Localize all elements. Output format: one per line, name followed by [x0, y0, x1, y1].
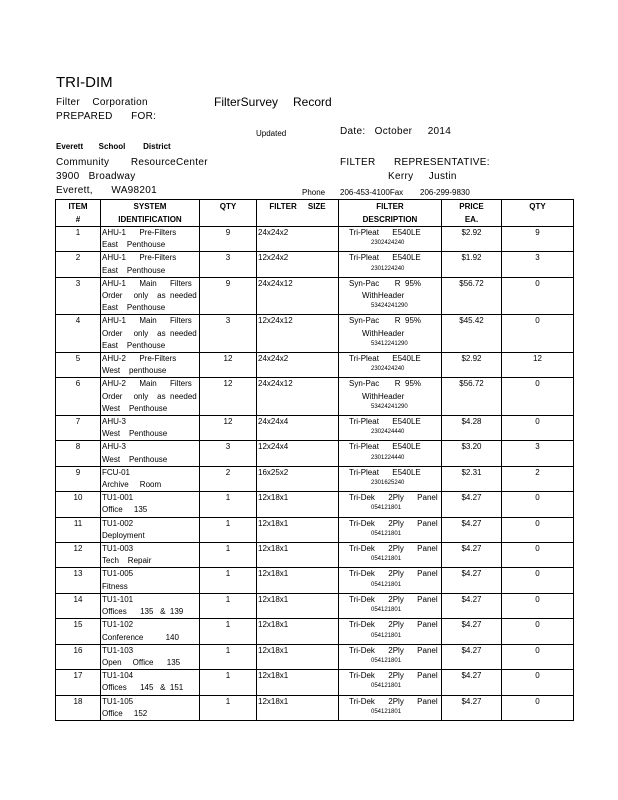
item-number: 8	[56, 441, 101, 466]
table-row	[56, 619, 574, 644]
quantity: 9	[200, 277, 257, 315]
fax-number: 206-299-9830	[420, 188, 470, 197]
order-quantity: 2	[502, 466, 574, 491]
system-identification	[101, 543, 200, 568]
col-header-item-sub: #	[56, 213, 101, 227]
quantity: 1	[200, 619, 257, 644]
part-number: 2302424240	[371, 240, 405, 247]
col-header-filter-desc: FILTER	[339, 200, 442, 214]
quantity: 2	[200, 466, 257, 491]
brand-logo-text: TRI-DIM	[56, 74, 113, 91]
filter-description	[339, 466, 442, 491]
filter-description	[339, 416, 442, 441]
table-row	[56, 416, 574, 441]
system-line: East Penthouse	[102, 303, 166, 313]
filter-size: 16x25x2	[257, 466, 339, 491]
filter-size: 24x24x12	[257, 378, 339, 416]
client-name: Everett School District	[56, 142, 171, 151]
filter-description	[339, 695, 442, 720]
item-number: 12	[56, 543, 101, 568]
filter-size: 12x18x1	[257, 619, 339, 644]
part-number: 054121801	[371, 581, 402, 588]
part-number: 054121801	[371, 632, 402, 639]
system-line: TU1-104	[102, 671, 134, 681]
item-number: 5	[56, 353, 101, 378]
filter-size: 12x18x1	[257, 543, 339, 568]
filter-type: Tri-Pleat E540LE	[349, 253, 421, 263]
part-number: 054121801	[371, 607, 402, 614]
order-quantity: 9	[502, 227, 574, 252]
item-number: 1	[56, 227, 101, 252]
system-line: AHU-3	[102, 417, 127, 427]
filter-description	[339, 568, 442, 593]
system-line: AHU-1 Pre-Filters	[102, 253, 177, 263]
item-number: 3	[56, 277, 101, 315]
part-number: 2301224240	[371, 265, 405, 272]
filter-type: Tri-Pleat E540LE	[349, 442, 421, 452]
order-quantity: 0	[502, 416, 574, 441]
part-number: 2302424240	[371, 366, 405, 373]
system-identification	[101, 466, 200, 491]
quantity: 3	[200, 441, 257, 466]
system-line: East Penthouse	[102, 265, 166, 275]
item-number: 10	[56, 492, 101, 517]
item-number: 9	[56, 466, 101, 491]
filter-size: 12x18x1	[257, 670, 339, 695]
order-quantity: 0	[502, 378, 574, 416]
part-number: 054121801	[371, 505, 402, 512]
quantity: 1	[200, 492, 257, 517]
system-line: TU1-102	[102, 620, 134, 630]
table-row	[56, 492, 574, 517]
filter-extra: WithHeader	[362, 391, 405, 401]
quantity: 3	[200, 315, 257, 353]
col-header-price: PRICE	[442, 200, 502, 214]
quantity: 9	[200, 227, 257, 252]
filter-type: Tri-Dek 2Ply Panel	[349, 620, 438, 630]
filter-type: Tri-Dek 2Ply Panel	[349, 493, 438, 503]
unit-price: $4.27	[442, 568, 502, 593]
order-quantity: 0	[502, 492, 574, 517]
filter-type: Tri-Dek 2Ply Panel	[349, 544, 438, 554]
item-number: 14	[56, 593, 101, 618]
filter-size: 12x24x2	[257, 252, 339, 277]
part-number: 53424241290	[371, 303, 408, 310]
filter-type: Tri-Pleat E540LE	[349, 467, 421, 477]
col-header-item: ITEM	[56, 200, 101, 214]
system-line: AHU-2 Pre-Filters	[102, 354, 177, 364]
system-identification	[101, 315, 200, 353]
filter-description	[339, 670, 442, 695]
part-number: 054121801	[371, 556, 402, 563]
table-row	[56, 315, 574, 353]
filter-size: 12x18x1	[257, 695, 339, 720]
system-identification	[101, 593, 200, 618]
filter-type: Tri-Dek 2Ply Panel	[349, 518, 438, 528]
table-row	[56, 277, 574, 315]
system-identification	[101, 227, 200, 252]
unit-price: $45.42	[442, 315, 502, 353]
quantity: 3	[200, 252, 257, 277]
filter-size: 24x24x12	[257, 277, 339, 315]
order-quantity: 0	[502, 644, 574, 669]
unit-price: $4.27	[442, 695, 502, 720]
filter-description	[339, 353, 442, 378]
order-quantity: 0	[502, 593, 574, 618]
filter-type: Tri-Pleat E540LE	[349, 417, 421, 427]
item-number: 6	[56, 378, 101, 416]
unit-price: $4.27	[442, 670, 502, 695]
unit-price: $2.92	[442, 353, 502, 378]
quantity: 1	[200, 644, 257, 669]
system-line: TU1-001	[102, 493, 134, 503]
system-line: West Penthouse	[102, 429, 168, 439]
col-header-filter-desc-sub: DESCRIPTION	[339, 213, 442, 227]
item-number: 11	[56, 517, 101, 542]
filter-description	[339, 517, 442, 542]
unit-price: $4.27	[442, 543, 502, 568]
system-line: FCU-01	[102, 467, 131, 477]
filter-size: 12x24x4	[257, 441, 339, 466]
system-line: Fitness	[102, 581, 128, 591]
order-quantity: 0	[502, 315, 574, 353]
item-number: 17	[56, 670, 101, 695]
client-address-line2: 3900 Broadway	[56, 171, 136, 182]
filter-size: 24x24x4	[257, 416, 339, 441]
filter-description	[339, 644, 442, 669]
system-identification	[101, 353, 200, 378]
filter-description	[339, 543, 442, 568]
col-header-system-sub: IDENTIFICATION	[101, 213, 200, 227]
system-line: East Penthouse	[102, 340, 166, 350]
filter-size: 24x24x2	[257, 227, 339, 252]
filter-type: Syn-Pac R 95%	[349, 316, 422, 326]
part-number: 054121801	[371, 683, 402, 690]
table-row	[56, 353, 574, 378]
item-number: 2	[56, 252, 101, 277]
part-number: 054121801	[371, 708, 402, 715]
order-quantity: 0	[502, 568, 574, 593]
order-quantity: 0	[502, 543, 574, 568]
phone-label: Phone	[302, 188, 326, 197]
system-identification	[101, 378, 200, 416]
system-line: AHU-1 Pre-Filters	[102, 228, 177, 237]
part-number: 054121801	[371, 657, 402, 664]
table-row	[56, 593, 574, 618]
client-address-line3: Everett, WA98201	[56, 185, 157, 196]
quantity: 1	[200, 670, 257, 695]
prepared-for-label: PREPARED FOR:	[56, 111, 157, 122]
unit-price: $4.27	[442, 644, 502, 669]
filter-size: 12x18x1	[257, 593, 339, 618]
table-row	[56, 441, 574, 466]
filter-size: 12x18x1	[257, 517, 339, 542]
phone-number: 206-453-4100Fax	[340, 188, 404, 197]
unit-price: $4.27	[442, 619, 502, 644]
order-quantity: 12	[502, 353, 574, 378]
filter-size: 12x18x1	[257, 492, 339, 517]
table-row	[56, 227, 574, 252]
col-header-filter-size: FILTER SIZE	[257, 200, 339, 214]
filter-table-body	[56, 227, 574, 721]
system-line: Open Office 135	[102, 657, 181, 667]
filter-size: 12x24x12	[257, 315, 339, 353]
system-line: TU1-101	[102, 594, 134, 604]
table-row	[56, 644, 574, 669]
system-identification	[101, 492, 200, 517]
system-identification	[101, 695, 200, 720]
quantity: 12	[200, 353, 257, 378]
system-line: East Penthouse	[102, 240, 166, 250]
survey-title: FilterSurvey	[214, 95, 279, 109]
system-line: Archive Room	[102, 480, 162, 490]
col-header-system: SYSTEM	[101, 200, 200, 214]
filter-description	[339, 593, 442, 618]
system-line: AHU-1 Main Filters	[102, 316, 192, 326]
table-row	[56, 568, 574, 593]
order-quantity: 0	[502, 619, 574, 644]
table-row	[56, 378, 574, 416]
unit-price: $56.72	[442, 277, 502, 315]
filter-type: Tri-Dek 2Ply Panel	[349, 569, 438, 579]
filter-type: Tri-Pleat E540LE	[349, 228, 421, 237]
table-row	[56, 517, 574, 542]
filter-description	[339, 277, 442, 315]
filter-description	[339, 619, 442, 644]
system-identification	[101, 277, 200, 315]
updated-label: Updated	[256, 129, 287, 138]
system-line: West Penthouse	[102, 454, 168, 464]
system-line: TU1-005	[102, 569, 134, 579]
filter-type: Syn-Pac R 95%	[349, 379, 422, 389]
system-line: AHU-3	[102, 442, 127, 452]
system-line: Order only as needed	[102, 328, 197, 338]
part-number: 2301625240	[371, 480, 405, 487]
filter-type: Syn-Pac R 95%	[349, 278, 422, 288]
item-number: 15	[56, 619, 101, 644]
unit-price: $4.27	[442, 517, 502, 542]
filter-size: 12x18x1	[257, 568, 339, 593]
system-line: Order only as needed	[102, 391, 197, 401]
filter-description	[339, 441, 442, 466]
filter-table	[55, 199, 574, 721]
col-header-price-sub: EA.	[442, 213, 502, 227]
table-row	[56, 543, 574, 568]
unit-price: $2.92	[442, 227, 502, 252]
unit-price: $56.72	[442, 378, 502, 416]
survey-date: Date: October 2014	[340, 126, 452, 137]
order-quantity: 3	[502, 441, 574, 466]
filter-description	[339, 252, 442, 277]
filter-type: Tri-Dek 2Ply Panel	[349, 671, 438, 681]
filter-size: 24x24x2	[257, 353, 339, 378]
table-row	[56, 695, 574, 720]
system-line: TU1-002	[102, 518, 134, 528]
filter-description	[339, 227, 442, 252]
filter-description	[339, 492, 442, 517]
filter-extra: WithHeader	[362, 328, 405, 338]
item-number: 13	[56, 568, 101, 593]
filter-description	[339, 315, 442, 353]
system-line: Office 152	[102, 708, 148, 718]
unit-price: $4.27	[442, 593, 502, 618]
unit-price: $2.31	[442, 466, 502, 491]
client-address-line1: Community ResourceCenter	[56, 157, 208, 168]
system-line: Conference 140	[102, 632, 179, 642]
filter-extra: WithHeader	[362, 291, 405, 301]
system-line: Tech Repair	[102, 556, 152, 566]
quantity: 1	[200, 593, 257, 618]
item-number: 18	[56, 695, 101, 720]
system-identification	[101, 517, 200, 542]
system-line: West penthouse	[102, 366, 167, 376]
system-line: AHU-2 Main Filters	[102, 379, 192, 389]
order-quantity: 0	[502, 695, 574, 720]
table-row	[56, 670, 574, 695]
system-identification	[101, 568, 200, 593]
system-line: Order only as needed	[102, 291, 197, 301]
item-number: 16	[56, 644, 101, 669]
table-row	[56, 252, 574, 277]
order-quantity: 0	[502, 517, 574, 542]
unit-price: $4.27	[442, 492, 502, 517]
filter-size: 12x18x1	[257, 644, 339, 669]
record-title: Record	[293, 95, 332, 109]
system-line: TU1-105	[102, 696, 134, 706]
table-row	[56, 466, 574, 491]
filter-type: Tri-Dek 2Ply Panel	[349, 594, 438, 604]
system-line: TU1-103	[102, 645, 134, 655]
system-identification	[101, 252, 200, 277]
filter-rep-label: FILTER REPRESENTATIVE:	[340, 157, 490, 168]
company-name: Filter Corporation	[56, 97, 148, 108]
quantity: 1	[200, 517, 257, 542]
system-identification	[101, 644, 200, 669]
quantity: 12	[200, 416, 257, 441]
filter-description	[339, 378, 442, 416]
system-identification	[101, 670, 200, 695]
quantity: 1	[200, 543, 257, 568]
system-line: TU1-003	[102, 544, 134, 554]
system-identification	[101, 441, 200, 466]
part-number: 53424241290	[371, 403, 408, 410]
quantity: 12	[200, 378, 257, 416]
order-quantity: 0	[502, 670, 574, 695]
part-number: 53412241290	[371, 340, 408, 347]
item-number: 7	[56, 416, 101, 441]
col-header-qty: QTY	[200, 200, 257, 214]
unit-price: $1.92	[442, 252, 502, 277]
order-quantity: 3	[502, 252, 574, 277]
system-line: Offices 145 & 151	[102, 683, 184, 693]
filter-rep-name: Kerry Justin	[388, 171, 457, 182]
item-number: 4	[56, 315, 101, 353]
col-header-qty2: QTY	[502, 200, 574, 214]
filter-type: Tri-Dek 2Ply Panel	[349, 696, 438, 706]
system-line: Office 135	[102, 505, 148, 515]
system-identification	[101, 416, 200, 441]
system-line: Deployment	[102, 530, 145, 540]
unit-price: $4.28	[442, 416, 502, 441]
part-number: 054121801	[371, 530, 402, 537]
part-number: 2302424440	[371, 429, 405, 436]
quantity: 1	[200, 695, 257, 720]
quantity: 1	[200, 568, 257, 593]
system-line: West Penthouse	[102, 403, 168, 413]
unit-price: $3.20	[442, 441, 502, 466]
filter-type: Tri-Dek 2Ply Panel	[349, 645, 438, 655]
part-number: 2301224440	[371, 454, 405, 461]
system-line: AHU-1 Main Filters	[102, 278, 192, 288]
filter-type: Tri-Pleat E540LE	[349, 354, 421, 364]
system-identification	[101, 619, 200, 644]
order-quantity: 0	[502, 277, 574, 315]
system-line: Offices 135 & 139	[102, 607, 184, 617]
